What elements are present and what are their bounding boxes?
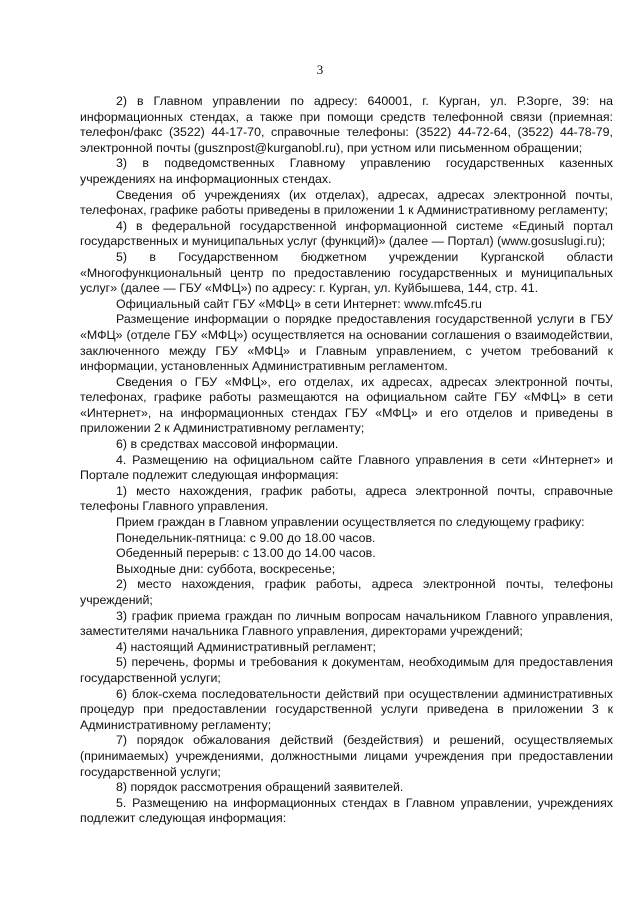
paragraph: 2) место нахождения, график работы, адреса электронной почты, телефоны учреждений; xyxy=(80,577,613,607)
paragraph: 7) порядок обжалования действий (бездействия) и решений, осуществляемых (принимаемых) учреждениями, должностными лицами учреждения при предоставлении государственной услуги; xyxy=(80,733,613,779)
paragraph: Выходные дни: суббота, воскресенье; xyxy=(116,561,336,576)
paragraph: Официальный сайт ГБУ «МФЦ» в сети Интернет: www.mfc45.ru xyxy=(116,296,482,311)
paragraph: Сведения об учреждениях (их отделах), адресах, адресах электронной почты, телефонах, графике работы приведены в приложении 1 к Административному регламенту; xyxy=(80,187,613,218)
paragraph: 6) в средствах массовой информации. xyxy=(116,437,339,452)
paragraph: 4. Размещению на официальном сайте Главного управления в сети «Интернет» и Портале подлежит следующая информация: xyxy=(80,452,613,483)
page-number: 3 xyxy=(316,62,324,77)
paragraph: Прием граждан в Главном управлении осуществляется по следующему графику: xyxy=(116,515,585,530)
paragraph: 3) в подведомственных Главному управлению государственных казенных учреждениях на информационных стендах. xyxy=(80,156,613,186)
paragraph: 6) блок-схема последовательности действий при осуществлении административных процедур при предоставлении государственной услуги приведена в приложении 3 к Административному регламенту; xyxy=(80,686,613,732)
document-body xyxy=(80,94,613,827)
paragraph: 5) в Государственном бюджетном учреждении Курганской области «Многофункциональный центр по предоставлению государственных и муниципальных услуг» (далее — ГБУ «МФЦ») по адресу: г. Курган, ул. Куйбышева, 144, стр. 41. xyxy=(80,249,613,296)
paragraph: Понедельник-пятница: с 9.00 до 18.00 часов. xyxy=(116,530,376,545)
paragraph: Размещение информации о порядке предоставления государственной услуги в ГБУ «МФЦ» (отделе ГБУ «МФЦ») осуществляется на основании соглашения о взаимодействии, заключенного между ГБУ «МФЦ» и Главным управлением, с учетом требований к информации, установленных Административным регламентом. xyxy=(80,312,613,374)
paragraph: 5. Размещению на информационных стендах в Главном управлении, учреждениях подлежит следующая информация: xyxy=(80,795,613,826)
paragraph: 5) перечень, формы и требования к документам, необходимым для предоставления государственной услуги; xyxy=(80,655,613,685)
paragraph: 1) место нахождения, график работы, адреса электронной почты, справочные телефоны Главного управления. xyxy=(80,483,613,514)
paragraph: 2) в Главном управлении по адресу: 640001, г. Курган, ул. Р.Зорге, 39: на информационных стендах, а также при помощи средств телефонной связи (приемная: телефон/факс (3522) 44-17-70, справочные телефоны: (3522) 44-72-64, (3522) 44-78-79, электронной почты (gusznpost@kurganobl.ru), при устном или письменном обращении; xyxy=(80,94,613,155)
paragraph: 4) настоящий Административный регламент; xyxy=(116,639,376,654)
paragraph: 3) график приема граждан по личным вопросам начальником Главного управления, заместителями начальника Главного управления, директорами учреждений; xyxy=(80,608,613,639)
paragraph: 8) порядок рассмотрения обращений заявителей. xyxy=(116,780,404,795)
paragraph: Обеденный перерыв: с 13.00 до 14.00 часов. xyxy=(116,546,376,561)
paragraph: 4) в федеральной государственной информационной системе «Единый портал государственных и муниципальных услуг (функций)» (далее — Портал) (www.gosuslugi.ru); xyxy=(80,218,613,249)
paragraph: Сведения о ГБУ «МФЦ», его отделах, их адресах, адресах электронной почты, телефонах, графике работы размещаются на официальном сайте ГБУ «МФЦ» в сети «Интернет», на информационных стендах ГБУ «МФЦ» и его отделов и приведены в приложении 2 к Административному регламенту; xyxy=(80,374,613,436)
